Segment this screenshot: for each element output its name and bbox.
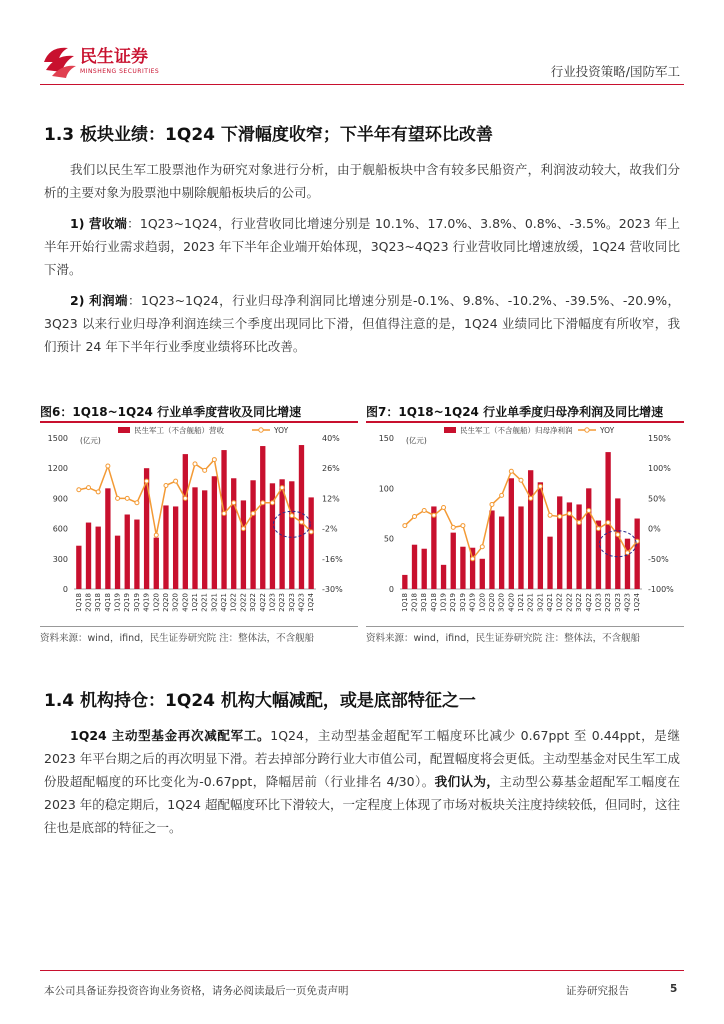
- y-right-tick-label: 26%: [322, 464, 340, 474]
- chart-bar: [299, 445, 304, 589]
- yoy-point: [106, 464, 110, 468]
- yoy-point: [490, 502, 494, 506]
- x-tick-label: 1Q21: [191, 593, 199, 612]
- x-tick-label: 4Q21: [546, 593, 555, 612]
- x-tick-label: 2Q21: [526, 593, 535, 612]
- yoy-point: [567, 512, 571, 516]
- yoy-point: [616, 533, 620, 537]
- y-right-tick-label: -100%: [648, 585, 674, 594]
- yoy-point: [164, 483, 168, 487]
- paragraph-revenue: [44, 212, 680, 281]
- legend-bar-label: 民生军工（不含舰船）归母净利润: [460, 426, 573, 435]
- yoy-point: [154, 533, 158, 537]
- yoy-point: [203, 468, 207, 472]
- chart-bar: [289, 481, 294, 589]
- chart-bar: [499, 517, 504, 589]
- y-left-tick-label: 100: [378, 484, 394, 494]
- x-tick-label: 1Q23: [268, 593, 277, 612]
- minsheng-logo-icon: [40, 40, 180, 80]
- chart-bar: [576, 504, 581, 589]
- yoy-point: [280, 486, 284, 490]
- yoy-point: [222, 512, 226, 516]
- footer-divider: [40, 970, 684, 971]
- x-tick-label: 3Q22: [575, 593, 584, 612]
- x-tick-label: 2Q19: [123, 593, 132, 612]
- figure-6-title: 图6：1Q18~1Q24 行业单季度营收及同比增速: [40, 405, 302, 419]
- x-tick-label: 3Q20: [497, 593, 506, 612]
- chart-bar: [192, 487, 197, 589]
- yoy-point: [587, 508, 591, 512]
- yoy-point: [442, 505, 446, 509]
- y-left-tick-label: 600: [52, 524, 68, 534]
- yoy-point: [193, 462, 197, 466]
- x-tick-label: 3Q20: [171, 593, 180, 612]
- x-tick-label: 4Q18: [103, 593, 112, 612]
- yoy-point: [509, 469, 513, 473]
- y-right-tick-label: -2%: [322, 524, 338, 534]
- y-right-tick-label: -16%: [322, 554, 343, 564]
- figure-7-title: 图7：1Q18~1Q24 行业单季度归母净利润及同比增速: [366, 405, 664, 419]
- chart-bar: [460, 547, 465, 589]
- footer-doc-type: 证券研究报告: [566, 985, 629, 997]
- yoy-point: [500, 493, 504, 497]
- x-tick-label: 4Q19: [468, 593, 477, 612]
- logo-text-cn: 民生证券: [80, 47, 148, 67]
- holdings-text-1: 1Q24，主动型基金超配军工幅度环比减少 0.67ppt 至 0.44ppt，是继 2023 年平台期之后的再次明显下滑。若去掉部分跨行业大市值公司，配置幅度将会更低。主动型基金对民生军工成份股超配幅度的环比变化为-0.67ppt，降幅居前（行业排名 4/30）。: [44, 728, 680, 789]
- chart-bar: [402, 575, 407, 589]
- chart-bar: [105, 488, 110, 589]
- chart-bar: [260, 446, 265, 589]
- figure-6-source: 资料来源：wind，ifind，民生证券研究院 注：整体法，不含舰船: [40, 633, 315, 644]
- figure-6-svg: [40, 424, 358, 624]
- yoy-point: [290, 514, 294, 518]
- yoy-point: [606, 521, 610, 525]
- x-tick-label: 3Q21: [210, 593, 219, 612]
- chart-bar: [557, 496, 562, 589]
- chart-bar: [154, 538, 159, 589]
- x-tick-label: 2Q18: [84, 593, 93, 612]
- legend-bar-swatch: [444, 427, 456, 433]
- chart-bar: [441, 565, 446, 589]
- page-number: 5: [670, 983, 678, 995]
- y-left-tick-label: 1500: [47, 434, 68, 443]
- x-tick-label: 4Q19: [142, 593, 151, 612]
- figure-7-bottom-rule: [366, 626, 684, 627]
- x-tick-label: 3Q23: [287, 593, 296, 612]
- x-tick-label: 2Q23: [278, 593, 287, 612]
- chart-bar: [625, 539, 630, 589]
- figure-7-title-underline: [366, 421, 684, 423]
- yoy-point: [480, 545, 484, 549]
- yoy-point: [538, 484, 542, 488]
- chart-bar: [518, 506, 523, 589]
- yoy-point: [174, 479, 178, 483]
- x-tick-label: 2Q22: [565, 593, 574, 612]
- yoy-point: [96, 490, 100, 494]
- chart-bar: [221, 450, 226, 589]
- unit-label: (亿元): [80, 436, 101, 445]
- legend-bar-label: 民生军工（不含舰船）营收: [134, 426, 224, 435]
- section-title-1-4: 1.4 机构持仓：1Q24 机构大幅减配，或是底部特征之一: [44, 691, 476, 711]
- legend-bar-swatch: [118, 427, 130, 433]
- yoy-point: [241, 527, 245, 531]
- x-tick-label: 2Q20: [487, 593, 496, 612]
- x-tick-label: 4Q23: [623, 593, 632, 612]
- chart-bar: [615, 498, 620, 589]
- figure-7-chart: [366, 424, 684, 628]
- yoy-point: [451, 525, 455, 529]
- x-tick-label: 4Q20: [181, 593, 190, 612]
- yoy-point: [461, 524, 465, 528]
- unit-label: (亿元): [406, 436, 427, 445]
- yoy-point: [145, 479, 149, 483]
- x-tick-label: 1Q19: [439, 593, 448, 612]
- chart-bar: [134, 520, 139, 589]
- x-tick-label: 1Q23: [594, 593, 603, 612]
- y-left-tick-label: 1200: [47, 464, 68, 474]
- legend-line-marker: [259, 428, 263, 432]
- chart-bar: [480, 559, 485, 589]
- paragraph-holdings: [44, 724, 680, 839]
- y-right-tick-label: 150%: [648, 434, 671, 443]
- chart-bar: [125, 515, 130, 589]
- chart-bar: [163, 505, 168, 589]
- holdings-lead: 1Q24 主动型基金再次减配军工。: [70, 728, 271, 743]
- yoy-point: [432, 513, 436, 517]
- chart-bar: [586, 488, 591, 589]
- x-tick-label: 1Q18: [400, 593, 409, 612]
- x-tick-label: 4Q20: [507, 593, 516, 612]
- x-tick-label: 2Q21: [200, 593, 209, 612]
- yoy-point: [125, 496, 129, 500]
- yoy-point: [577, 521, 581, 525]
- chart-bar: [634, 519, 639, 589]
- chart-bar: [86, 523, 91, 589]
- yoy-point: [299, 520, 303, 524]
- y-left-tick-label: 0: [388, 585, 394, 594]
- report-category: 行业投资策略/国防军工: [550, 64, 680, 79]
- y-right-tick-label: -30%: [322, 585, 343, 594]
- x-tick-label: 3Q19: [458, 593, 467, 612]
- y-left-tick-label: 50: [383, 534, 394, 544]
- y-left-tick-label: 300: [52, 554, 68, 564]
- y-left-tick-label: 900: [52, 494, 68, 504]
- logo-text-en: MINSHENG SECURITIES: [80, 68, 160, 75]
- yoy-point: [548, 513, 552, 517]
- x-tick-label: 2Q23: [604, 593, 613, 612]
- holdings-lead-2: 我们认为，: [434, 774, 500, 789]
- x-tick-label: 1Q20: [478, 593, 487, 612]
- yoy-point: [422, 508, 426, 512]
- yoy-point: [625, 551, 629, 555]
- figure-7-svg: [366, 424, 684, 624]
- x-tick-label: 1Q19: [113, 593, 122, 612]
- y-right-tick-label: 12%: [322, 494, 340, 504]
- chart-bar: [202, 490, 207, 589]
- x-tick-label: 1Q24: [307, 593, 316, 612]
- x-tick-label: 3Q21: [536, 593, 545, 612]
- chart-bar: [451, 533, 456, 589]
- yoy-point: [87, 486, 91, 490]
- x-tick-label: 3Q18: [420, 593, 429, 612]
- y-left-tick-label: 0: [62, 585, 68, 594]
- chart-bar: [212, 476, 217, 589]
- x-tick-label: 4Q22: [258, 593, 267, 612]
- chart-bar: [96, 527, 101, 589]
- chart-bar: [76, 546, 81, 589]
- x-tick-label: 1Q21: [517, 593, 525, 612]
- footer-disclaimer: 本公司具备证券投资咨询业务资格，请务必阅读最后一页免责声明: [44, 985, 349, 997]
- y-right-tick-label: 40%: [322, 434, 340, 443]
- legend-line-marker: [585, 428, 589, 432]
- y-right-tick-label: 100%: [648, 464, 671, 474]
- yoy-point: [251, 512, 255, 516]
- chart-bar: [509, 478, 514, 589]
- yoy-point: [116, 496, 120, 500]
- chart-bar: [115, 536, 120, 589]
- x-tick-label: 3Q18: [94, 593, 103, 612]
- figure-6-bottom-rule: [40, 626, 358, 627]
- yoy-point: [309, 530, 313, 534]
- yoy-point: [529, 496, 533, 500]
- chart-bar: [183, 454, 188, 589]
- x-tick-label: 3Q23: [613, 593, 622, 612]
- chart-bar: [231, 478, 236, 589]
- paragraph-profit: [44, 289, 680, 358]
- chart-bar: [241, 500, 246, 589]
- yoy-point: [183, 496, 187, 500]
- yoy-point: [77, 488, 81, 492]
- revenue-lead: 1) 营收端: [70, 216, 128, 231]
- figure-6-chart: [40, 424, 358, 628]
- chart-bar: [308, 497, 313, 589]
- x-tick-label: 4Q18: [429, 593, 438, 612]
- y-right-tick-label: 0%: [648, 524, 661, 534]
- chart-bar: [528, 470, 533, 589]
- x-tick-label: 4Q22: [584, 593, 593, 612]
- legend-line-label: YOY: [600, 426, 615, 435]
- yoy-point: [232, 501, 236, 505]
- x-tick-label: 4Q21: [220, 593, 229, 612]
- chart-bar: [422, 549, 427, 589]
- y-left-tick-label: 150: [378, 434, 394, 443]
- y-right-tick-label: -50%: [648, 554, 669, 564]
- logo: [40, 40, 180, 80]
- legend-line-label: YOY: [274, 426, 289, 435]
- figure-7-source: 资料来源：wind，ifind，民生证券研究院 注：整体法，不含舰船: [366, 633, 641, 644]
- x-tick-label: 3Q19: [132, 593, 141, 612]
- yoy-point: [596, 527, 600, 531]
- x-tick-label: 2Q18: [410, 593, 419, 612]
- x-tick-label: 1Q22: [229, 593, 238, 612]
- chart-bar: [547, 537, 552, 589]
- yoy-point: [558, 515, 562, 519]
- section-1-4-body: [44, 724, 680, 847]
- x-tick-label: 1Q20: [152, 593, 161, 612]
- yoy-point: [413, 515, 417, 519]
- paragraph-intro: 我们以民生军工股票池作为研究对象进行分析，由于舰船板块中含有较多民船资产，利润波动较大，故我们分析的主要对象为股票池中剔除舰船板块后的公司。: [44, 162, 680, 200]
- yoy-point: [519, 478, 523, 482]
- revenue-text: ：1Q23~1Q24，行业营收同比增速分别是 10.1%、17.0%、3.8%、0.8%、-3.5%。2023 年上半年开始行业需求趋弱，2023 年下半年企业端开始体现，3Q23~4Q23 行业营收同比增速放缓，1Q24 营收同比下滑。: [44, 216, 680, 277]
- yoy-point: [212, 458, 216, 462]
- x-tick-label: 2Q19: [449, 593, 458, 612]
- section-title-1-3: 1.3 板块业绩：1Q24 下滑幅度收窄；下半年有望环比改善: [44, 125, 493, 145]
- chart-bar: [489, 510, 494, 589]
- yoy-point: [270, 501, 274, 505]
- chart-bar: [173, 506, 178, 589]
- chart-bar: [250, 480, 255, 589]
- profit-lead: 2) 利润端: [70, 293, 128, 308]
- x-tick-label: 3Q22: [249, 593, 258, 612]
- yoy-point: [261, 501, 265, 505]
- chart-bar: [412, 545, 417, 589]
- holdings-text-2: 主动型公募基金超配军工幅度在 2023 年的稳定期后，1Q24 超配幅度环比下滑较大，一定程度上体现了市场对板块关注度持续较低，但同时，这往往也是底部的特征之一。: [44, 774, 680, 835]
- x-tick-label: 4Q23: [297, 593, 306, 612]
- chart-bar: [538, 482, 543, 589]
- yoy-point: [403, 524, 407, 528]
- yoy-point: [135, 501, 139, 505]
- yoy-point: [471, 557, 475, 561]
- x-tick-label: 1Q24: [633, 593, 642, 612]
- x-tick-label: 1Q22: [555, 593, 564, 612]
- y-right-tick-label: 50%: [648, 494, 666, 504]
- chart-bar: [431, 506, 436, 589]
- x-tick-label: 2Q22: [239, 593, 248, 612]
- profit-text: ：1Q23~1Q24，行业归母净利润同比增速分别是-0.1%、9.8%、-10.2%、-39.5%、-20.9%，3Q23 以来行业归母净利润连续三个季度出现同比下滑，但值得注意的是，1Q24 业绩同比下滑幅度有所收窄，我们预计 24 年下半年行业季度业绩将环比改善。: [44, 293, 680, 354]
- x-tick-label: 1Q18: [74, 593, 83, 612]
- header-divider: [40, 84, 684, 85]
- section-1-3-body: [44, 158, 680, 366]
- x-tick-label: 2Q20: [161, 593, 170, 612]
- figure-6-title-underline: [40, 421, 358, 423]
